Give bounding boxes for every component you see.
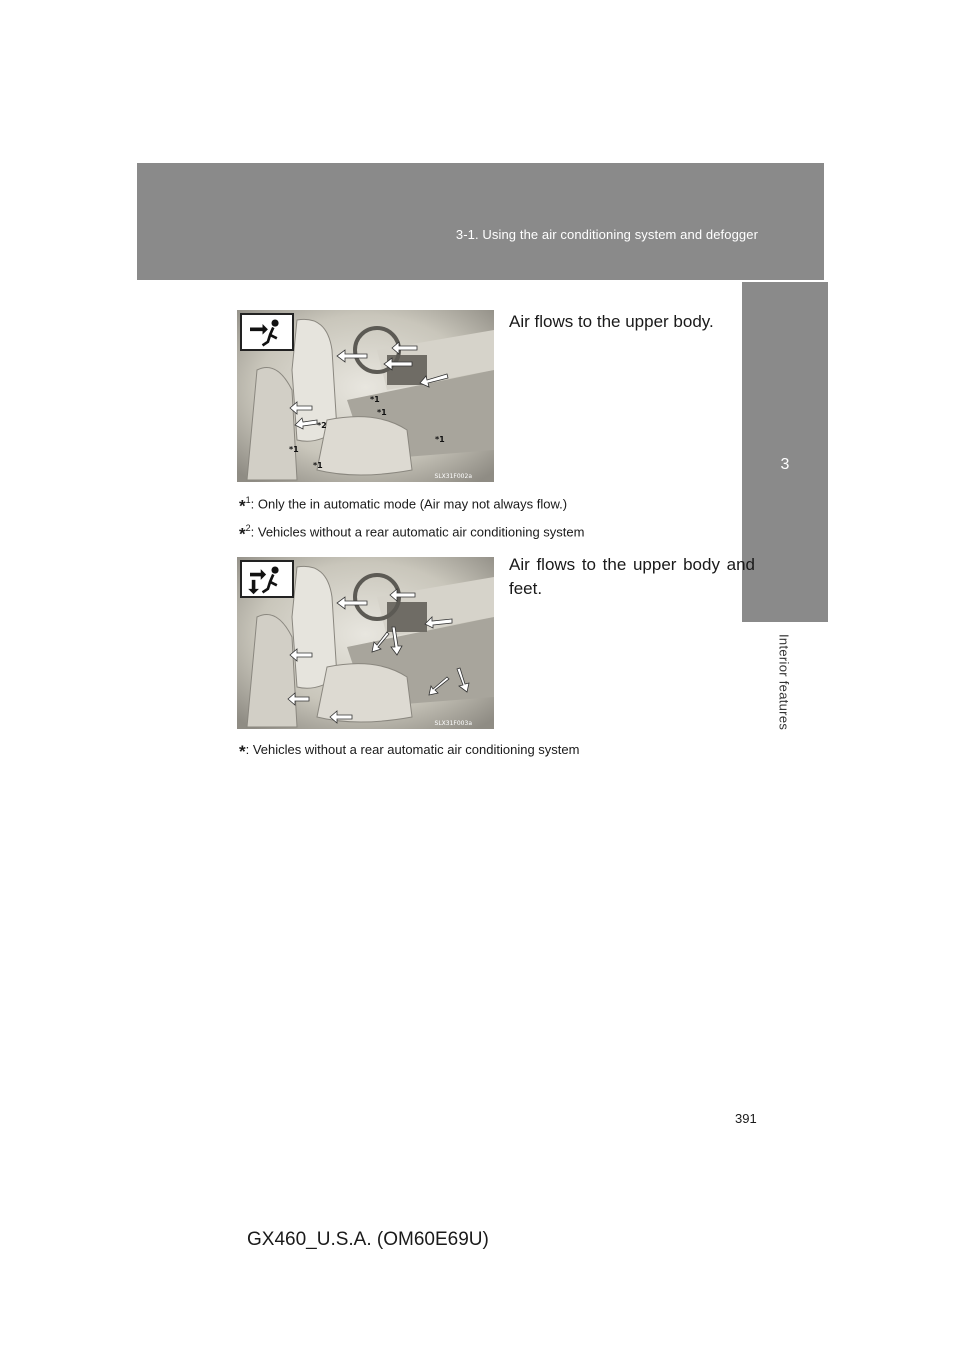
footnote-1: *$^1$: Only the in automatic mode (Air may not always flow.)	[239, 495, 568, 516]
upper-body-feet-mode-icon	[240, 560, 294, 598]
svg-text:*1: *1	[289, 445, 299, 454]
chapter-label: Interior features	[776, 634, 792, 731]
chapter-number: 3	[780, 456, 790, 473]
footnote-2: *$^2$: Vehicles without a rear automatic air conditioning system	[239, 523, 585, 544]
manual-code: GX460_U.S.A. (OM60E69U)	[247, 1229, 489, 1250]
mode-description-upper-body: Air flows to the upper body.	[509, 312, 714, 331]
upper-body-mode-icon	[240, 313, 294, 351]
svg-text:*1: *1	[370, 395, 380, 404]
svg-text:*1: *1	[313, 461, 323, 470]
section-title: 3-1. Using the air conditioning system and defogger	[455, 227, 758, 242]
figure-upper-body	[237, 310, 494, 482]
mode-description-upper-body-feet: Air flows to the upper body and feet.	[509, 555, 755, 598]
svg-text:*1: *1	[435, 435, 445, 444]
page-number: 391	[735, 1111, 757, 1126]
figure-code: SLX31F002a	[434, 473, 472, 480]
header-band	[137, 163, 824, 280]
footnote-3: *: Vehicles without a rear automatic air conditioning system	[239, 742, 580, 761]
figure-code: SLX31F003a	[434, 720, 472, 727]
svg-text:*1: *1	[377, 408, 387, 417]
svg-text:*2: *2	[317, 421, 327, 430]
figure-upper-body-feet	[237, 557, 494, 729]
